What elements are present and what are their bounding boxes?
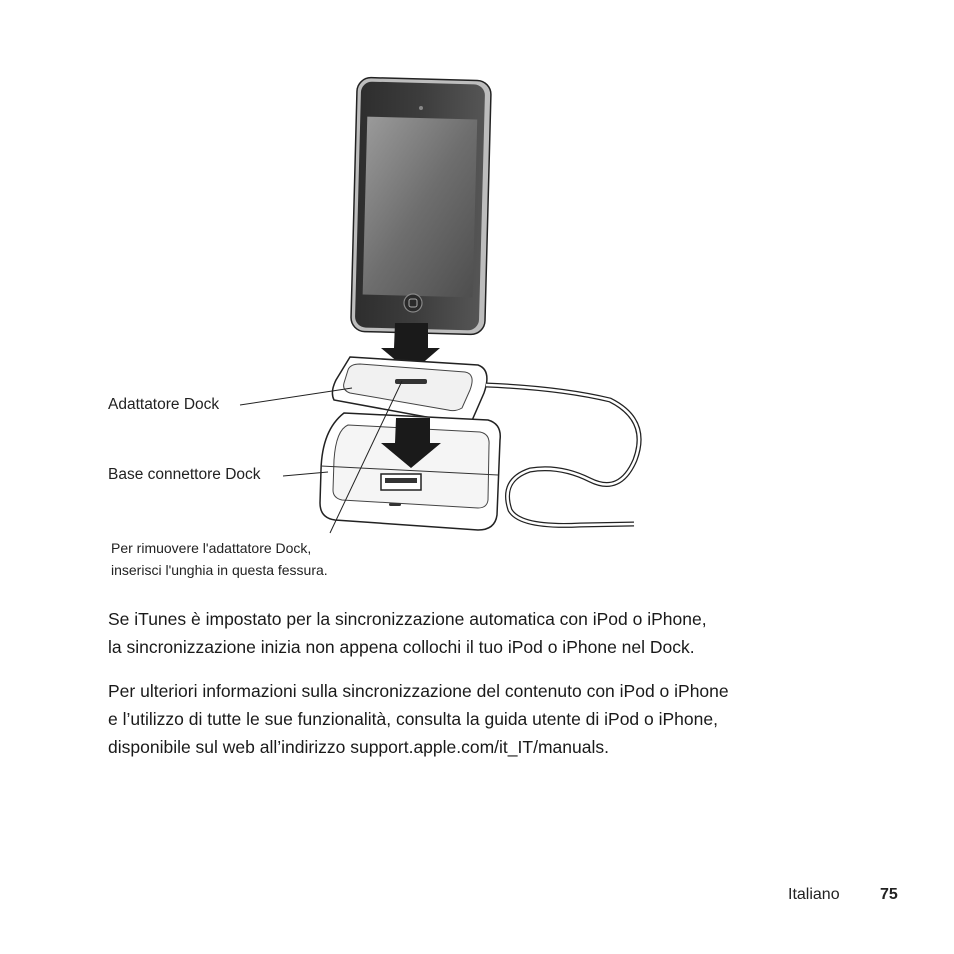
text-line: disponibile sul web all’indirizzo support.apple.com/it_IT/manuals.	[108, 737, 609, 757]
ipod-device	[351, 77, 492, 334]
label-dock-adapter: Adattatore Dock	[108, 396, 220, 413]
paragraph-sync	[108, 605, 707, 661]
note-line: inserisci l'unghia in questa fessura.	[111, 562, 328, 578]
footer-language: Italiano	[788, 886, 840, 903]
page-number: 75	[880, 886, 898, 903]
text-line: Se iTunes è impostato per la sincronizzazione automatica con iPod o iPhone,	[108, 609, 707, 629]
note-line: Per rimuovere l'adattatore Dock,	[111, 540, 312, 556]
label-dock-base: Base connettore Dock	[108, 466, 261, 483]
text-line: Per ulteriori informazioni sulla sincronizzazione del contenuto con iPod o iPhone	[108, 681, 729, 701]
text-line: la sincronizzazione inizia non appena collochi il tuo iPod o iPhone nel Dock.	[108, 637, 695, 657]
label-removal-note	[111, 537, 328, 581]
text-line: e l’utilizzo di tutte le sue funzionalità, consulta la guida utente di iPod o iPhone,	[108, 709, 718, 729]
paragraph-more-info	[108, 677, 729, 761]
